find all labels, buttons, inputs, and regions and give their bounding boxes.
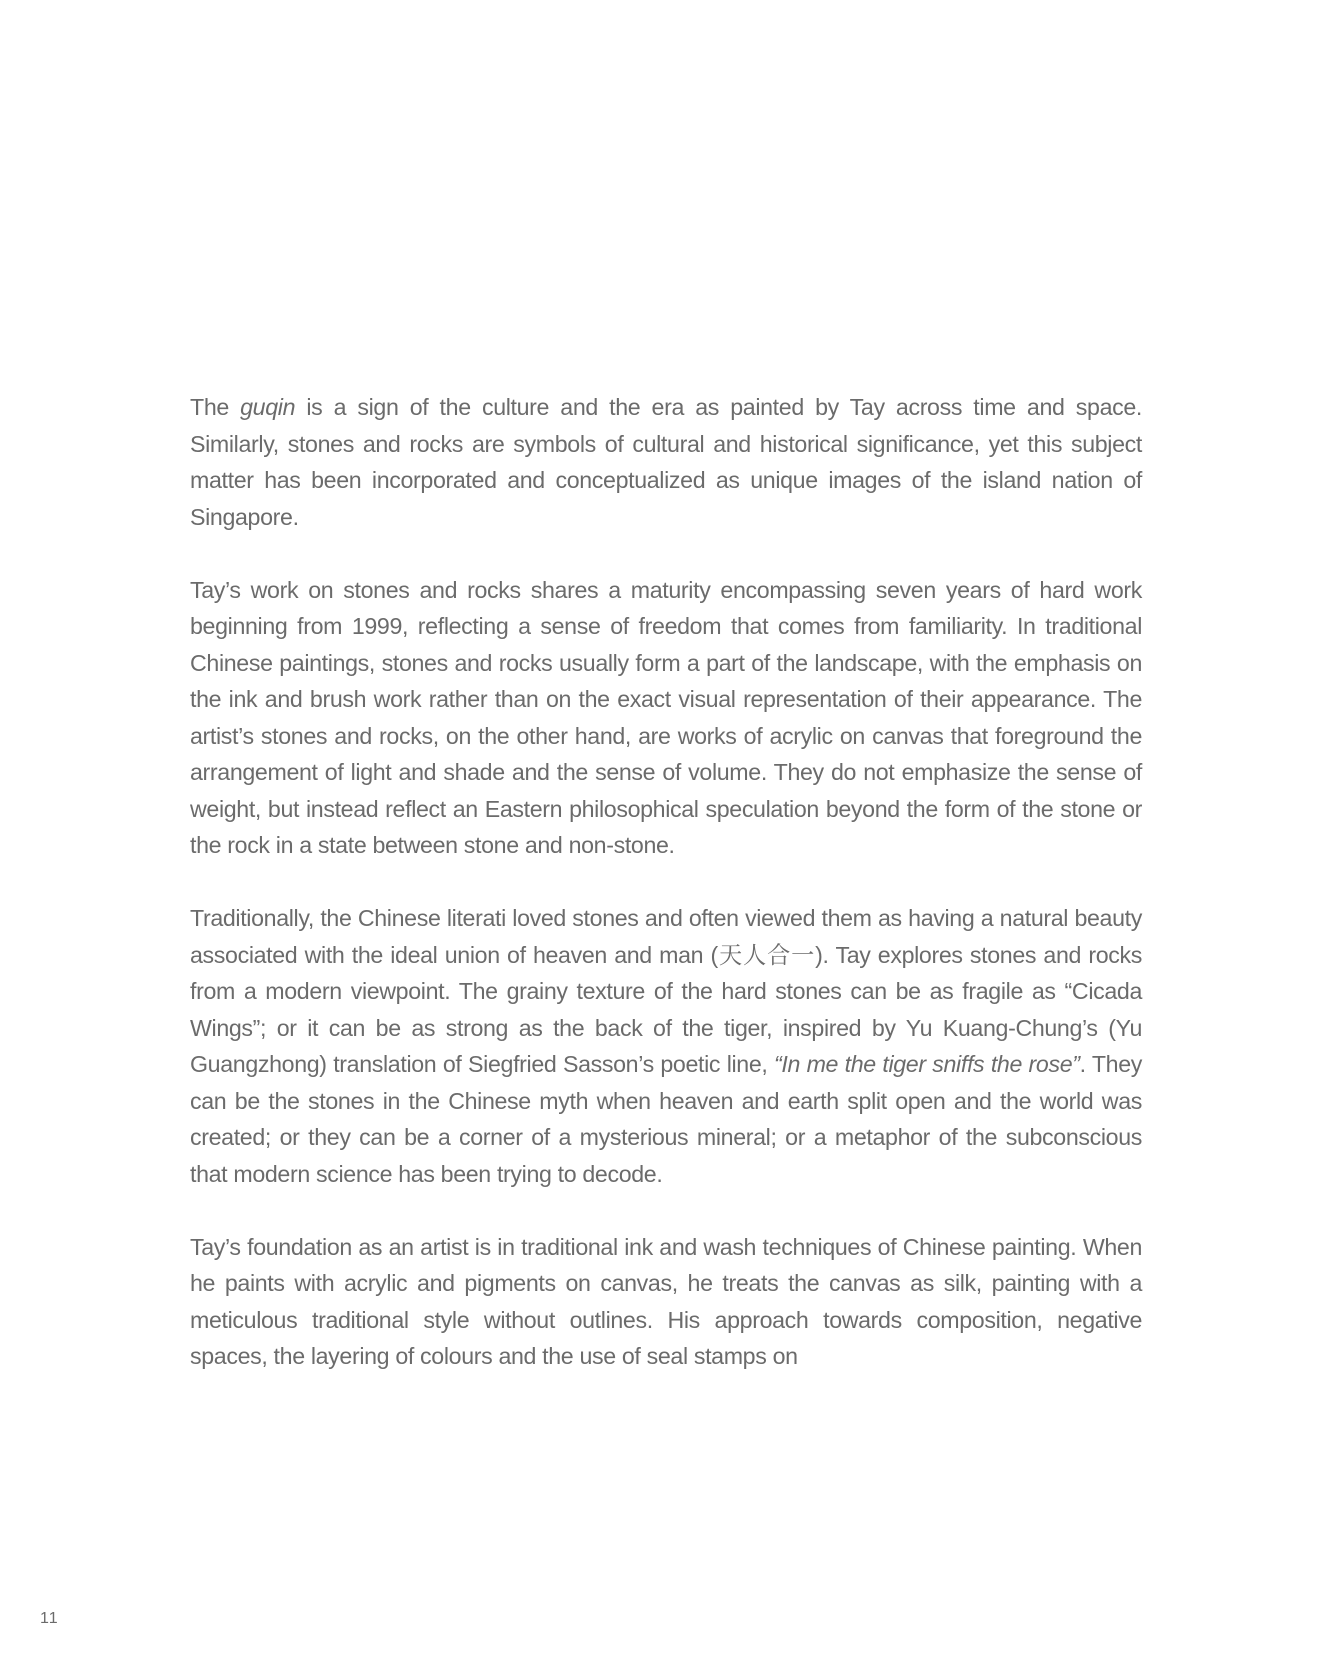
text-segment: . They can be the stones in the Chinese myth when heaven and earth split open and the world was created; or they can be a corner of a mysterious mineral; or a metaphor of the subconscious that modern science has been trying to decode. bbox=[190, 1051, 1142, 1187]
body-text bbox=[190, 389, 1142, 1411]
text-segment: The bbox=[190, 394, 241, 420]
text-segment: Tay’s foundation as an artist is in traditional ink and wash techniques of Chinese painting. When he paints with acrylic and pigments on canvas, he treats the canvas as silk, painting with a meticulous traditional style without outlines. His approach towards composition, negative spaces, the layering of colours and the use of seal stamps on bbox=[190, 1233, 1142, 1369]
page-number: 11 bbox=[40, 1610, 59, 1627]
paragraph-literati bbox=[190, 900, 1142, 1192]
text-segment: Tay’s work on stones and rocks shares a maturity encompassing seven years of hard work beginning from 1999, reflecting a sense of freedom that comes from familiarity. In traditional Chinese paintings, stones and rocks usually form a part of the landscape, with the emphasis on the ink and brush work rather than on the exact visual representation of their appearance. The artist’s stones and rocks, on the other hand, are works of acrylic on canvas that foreground the arrangement of light and shade and the sense of volume. They do not emphasize the sense of weight, but instead reflect an Eastern philosophical speculation beyond the form of the stone or the rock in a state between stone and non-stone. bbox=[190, 576, 1142, 858]
paragraph-guqin bbox=[190, 389, 1142, 535]
text-segment: Traditionally, the Chinese literati loved stones and often viewed them as having a natural beauty associated with the ideal union of heaven and man (天人合一). Tay explores stones and rocks from a modern viewpoint. The grainy texture of the hard stones can be as fragile as “Cicada Wings”; or it can be as strong as the back of the tiger, inspired by Yu Kuang-Chung’s (Yu Guangzhong) translation of Siegfried Sasson’s poetic line, bbox=[190, 905, 1142, 1077]
text-segment: is a sign of the culture and the era as painted by Tay across time and space. Similarly, stones and rocks are symbols of cultural and historical significance, yet this subject matter has been incorporated and conceptualized as unique images of the island nation of Singapore. bbox=[190, 394, 1142, 530]
paragraph-stones-rocks bbox=[190, 572, 1142, 864]
text-segment-italic: “In me the tiger sniffs the rose” bbox=[774, 1051, 1080, 1077]
text-segment-italic: guqin bbox=[240, 394, 296, 420]
paragraph-foundation bbox=[190, 1229, 1142, 1375]
